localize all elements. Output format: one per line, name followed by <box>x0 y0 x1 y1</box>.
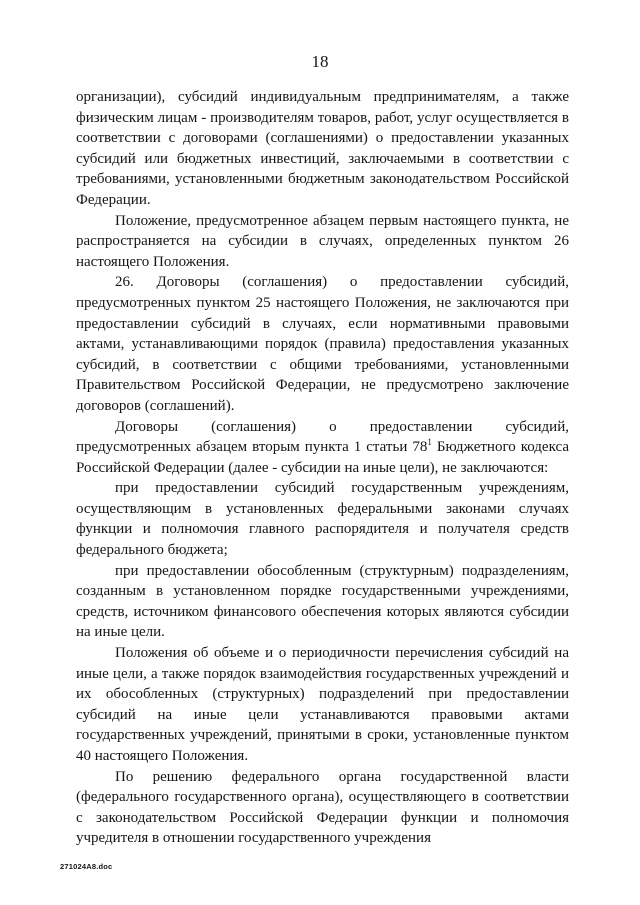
superscript: 1 <box>427 437 432 448</box>
paragraph-6: при предоставлении обособленным (структурным) подразделениям, созданным в установленном порядке государственными учреждениями, средств, источником финансового обеспечения которых являются субсидии на иные цели. <box>76 562 569 641</box>
paragraph-4-text-cont: Бюджетного кодекса Российской Федерации (далее - субсидии на иные цели), не заключаются: <box>76 439 570 476</box>
paragraph-2: Положение, предусмотренное абзацем первым настоящего пункта, не распространяется на субсидии в случаях, определенных пунктом 26 настоящего Положения. <box>76 212 569 270</box>
paragraph-7: Положения об объеме и о периодичности перечисления субсидий на иные цели, а также порядок взаимодействия государственных учреждений и их обособленных (структурных) подразделений при предоставлении субсидий на иные цели устанавливаются правовыми актами государственных учреждений, принятыми в сроки, установленные пунктом 40 настоящего Положения. <box>76 645 569 764</box>
paragraph-1: организации), субсидий индивидуальным предпринимателям, а также физическим лицам - производителям товаров, работ, услуг осуществляется в соответствии с договорами (соглашениями) о предоставлении указанных субсидий или бюджетных инвестиций, заключаемыми в соответствии с требованиями, установленными бюджетным законодательством Российской Федерации. <box>76 89 569 208</box>
footer-file-code: 271024A8.doc <box>60 862 113 871</box>
paragraph-4 <box>76 417 569 479</box>
paragraph-8: По решению федерального органа государственной власти (федерального государственного органа), осуществляющего в соответствии с законодательством Российской Федерации функции и полномочия учредителя в отношении государственного учреждения <box>76 768 569 847</box>
paragraph-3-item-26: 26. Договоры (соглашения) о предоставлении субсидий, предусмотренных пунктом 25 настоящего Положения, не заключаются при предоставлении субсидий в случаях, если нормативными правовыми актами, устанавливающими порядок (правила) предоставления указанных субсидий, в соответствии с общими требованиями, установленными Правительством Российской Федерации, не предусмотрено заключение договоров (соглашений). <box>76 274 569 414</box>
paragraph-5: при предоставлении субсидий государственным учреждениям, осуществляющим в установленных федеральными законами случаях функции и полномочия главного распорядителя и получателя средств федерального бюджета; <box>76 480 569 559</box>
document-body <box>76 87 569 849</box>
page-number: 18 <box>311 52 329 71</box>
paragraph-4-text: Договоры (соглашения) о предоставлении субсидий, предусмотренных абзацем вторым пункта 1 статьи 78 <box>76 418 569 456</box>
